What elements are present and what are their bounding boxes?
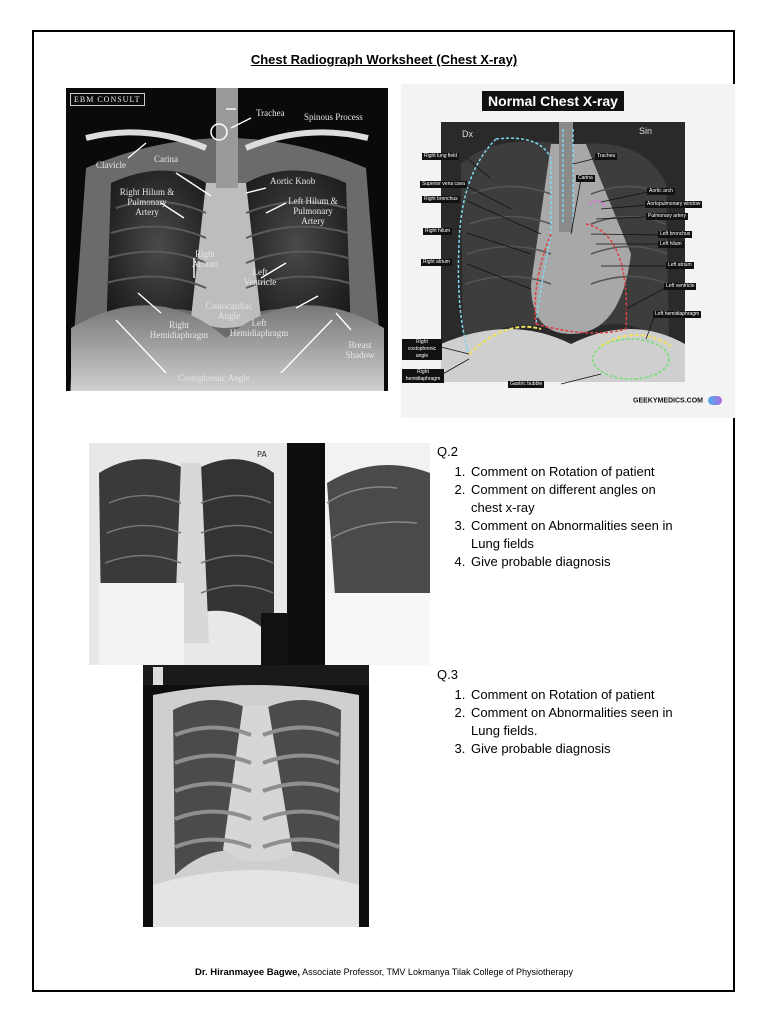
list-item: 4. Give probable diagnosis [469,553,687,571]
label-aortic-knob: Aortic Knob [270,176,316,186]
tag-left-ventricle: Left ventricle [666,283,695,289]
label-carina: Carina [154,154,178,164]
label-costocardiac-angle: Costocardiac Angle [205,301,253,321]
label-right-hemidiaphragm: Right Hemidiaphragm [149,320,209,340]
tag-trachea: Trachea [597,153,616,159]
list-item: 2. Comment on Abnormalities seen in Lung fields. [469,704,687,740]
annotated-xray-ebm [66,88,388,391]
geekymedics-credit [633,396,722,405]
list-item: 1. Comment on Rotation of patient [469,463,687,481]
q3-pa-xray-illustration [143,665,369,927]
question-2 [437,443,687,571]
label-sin: Sin [639,126,653,136]
tag-left-atrium: Left atrium [668,262,692,268]
q2-lateral-xray [287,443,430,665]
tag-gastric-bubble: Gastric bubble [510,381,543,387]
label-left-hilum: Left Hilum & Pulmonary Artery [288,196,338,226]
list-item: 2. Comment on different angles on chest x-ray [469,481,687,517]
label-left-ventricle: Left Ventricle [243,267,277,287]
tag-carina: Carina [578,175,593,181]
normal-chest-xray-figure [401,84,735,418]
figure-heading: Normal Chest X-ray [482,91,624,111]
label-spinous-process: Spinous Process [304,112,363,122]
brain-icon [708,396,722,405]
label-clavicle: Clavicle [96,160,126,170]
tag-aortopulmonary-window: Aortopulmonary window [647,201,701,207]
label-dx: Dx [462,129,473,139]
question-2-number: Q.2 [437,444,458,459]
label-costophrenic-angle: Costophrenic Angle [178,373,250,383]
question-3-list [437,686,687,758]
question-3-number: Q.3 [437,667,458,682]
svg-text:PA: PA [257,450,267,459]
label-breast-shadow: Breast Shadow [345,340,375,360]
label-right-hilum: Right Hilum & Pulmonary Artery [119,187,175,217]
tag-right-hemidiaphragm: Right hemidiaphragm [402,369,444,383]
q2-lateral-xray-illustration [287,443,430,665]
q2-pa-xray-illustration [89,443,287,665]
tag-pulmonary-artery: Pulmonary artery [648,213,687,219]
credit-text: GEEKYMEDICS.COM [633,397,704,405]
label-left-hemidiaphragm: Left Hemidiaphragm [229,318,289,338]
ebm-consult-logo: EBM CONSULT [70,93,145,106]
tag-left-hemidiaphragm: Left hemidiaphragm [655,311,700,317]
list-item: 1. Comment on Rotation of patient [469,686,687,704]
tag-right-atrium: Right atrium [423,259,450,265]
q2-pa-xray [89,443,287,665]
label-right-atrium: Right Atrium [192,249,218,269]
tag-right-costophrenic-angle: Right costophrenic angle [402,339,442,360]
tag-aortic-arch: Aortic arch [649,188,673,194]
q3-pa-xray [143,665,369,927]
list-item: 3. Comment on Abnormalities seen in Lung fields [469,517,687,553]
author-affiliation: Associate Professor, TMV Lokmanya Tilak College of Physiotherapy [302,967,574,977]
page-title: Chest Radiograph Worksheet (Chest X-ray) [250,52,518,67]
annotated-xray-illustration [401,84,735,418]
tag-right-bronchus: Right bronchus [424,196,458,202]
list-item: 3. Give probable diagnosis [469,740,687,758]
tag-left-hilum: Left hilum [660,241,682,247]
tag-superior-vena-cava: Superior vena cava [422,181,466,187]
label-trachea: Trachea [256,108,285,118]
question-3 [437,666,687,758]
footer-credit [0,967,768,978]
question-2-list [437,463,687,571]
tag-right-lung-field: Right lung field [424,153,458,159]
author-name: Dr. Hiranmayee Bagwe, [194,967,301,978]
tag-right-hilum: Right hilum [425,228,451,234]
tag-left-bronchus: Left bronchus [660,231,691,237]
